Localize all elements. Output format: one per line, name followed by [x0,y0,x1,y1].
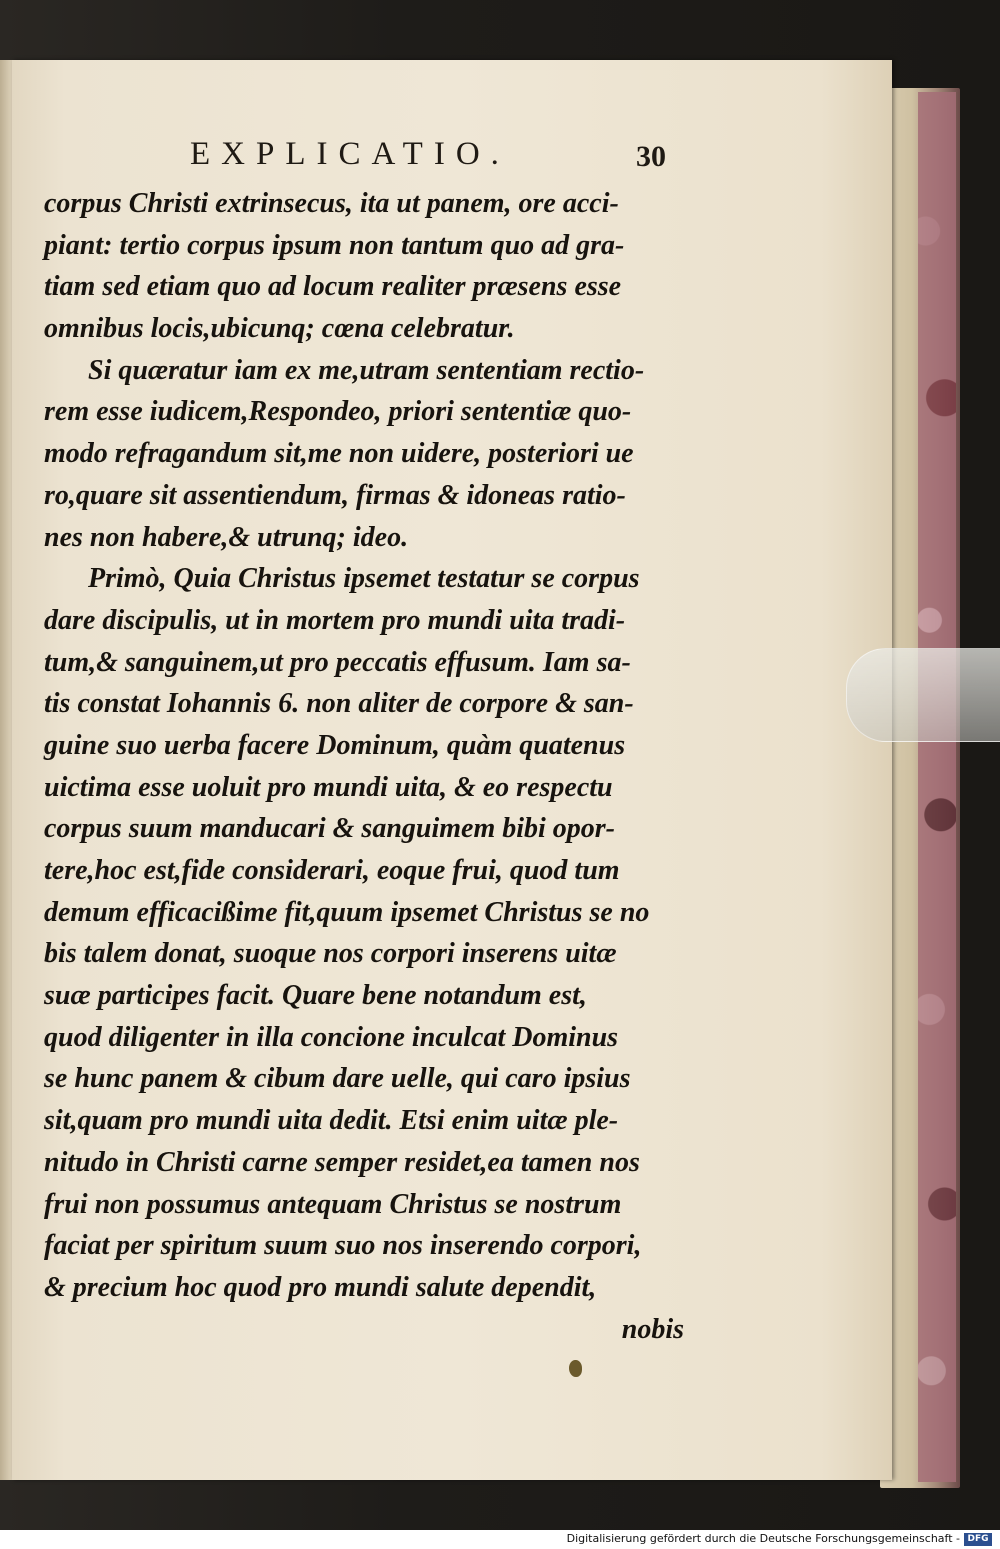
text-line: Primò, Quia Christus ipsemet testatur se corpus [88,563,640,595]
catchword: nobis [621,1313,684,1345]
text-line: corpus Christi extrinsecus, ita ut panem, ore acci- [44,188,619,219]
text-line: bis talem donat, suoque nos corpori inserens uitæ [44,938,617,970]
text-line: tere,hoc est,fide considerari, eoque frui, quod tum [44,855,620,886]
text-line: guine suo uerba facere Dominum, quàm quatenus [44,729,626,761]
text-line: suæ participes facit. Quare bene notandum est, [44,980,587,1012]
text-line: demum efficacißime fit,quum ipsemet Christus se no [44,896,650,928]
text-line: sit,quam pro mundi uita dedit. Etsi enim uitæ ple- [44,1105,619,1137]
text-line: modo refragandum sit,me non uidere, posteriori ue [44,438,634,470]
text-line: Si quæratur iam ex me,utram sententiam rectio- [88,354,645,386]
dfg-logo: DFG [964,1533,992,1546]
marbled-cover-edge [918,92,956,1482]
funding-credit: Digitalisierung gefördert durch die Deutsche Forschungsgemeinschaft - [566,1532,960,1545]
text-line: rem esse iudicem,Respondeo, priori sententiæ quo- [44,396,632,428]
page-number: 30 [636,140,666,173]
ink-stain [569,1360,582,1377]
text-line: tiam sed etiam quo ad locum realiter præsens esse [44,271,622,303]
footer-bar [0,1530,1000,1549]
text-line: ro,quare sit assentiendum, firmas & idoneas ratio- [44,479,626,511]
text-line: uictima esse uoluit pro mundi uita, & eo respectu [44,771,613,803]
text-line: quod diligenter in illa concione inculcat Dominus [44,1021,619,1053]
text-line: nitudo in Christi carne semper residet,ea tamen nos [44,1146,640,1178]
text-line: nes non habere,& utrunq; ideo. [44,521,409,553]
page-clip [846,648,1000,742]
text-line: tis constat Iohannis 6. non aliter de corpore & san- [44,688,634,720]
text-line: corpus suum manducari & sanguimem bibi opor- [44,813,616,845]
text-line: & precium hoc quod pro mundi salute dependit, [44,1271,597,1303]
text-line: tum,& sanguinem,ut pro peccatis effusum. Iam sa- [44,646,631,678]
text-block [44,183,684,1350]
text-line: faciat per spiritum suum suo nos inserendo corpori, [44,1230,642,1262]
text-line: frui non possumus antequam Christus se nostrum [44,1188,622,1220]
text-line: piant: tertio corpus ipsum non tantum quo ad gra- [44,229,625,261]
text-line: dare discipulis, ut in mortem pro mundi uita tradi- [44,604,626,636]
running-head: EXPLICATIO. [190,136,510,172]
text-line: se hunc panem & cibum dare uelle, qui caro ipsius [44,1063,631,1095]
text-line: omnibus locis,ubicunq; cœna celebratur. [44,313,515,345]
